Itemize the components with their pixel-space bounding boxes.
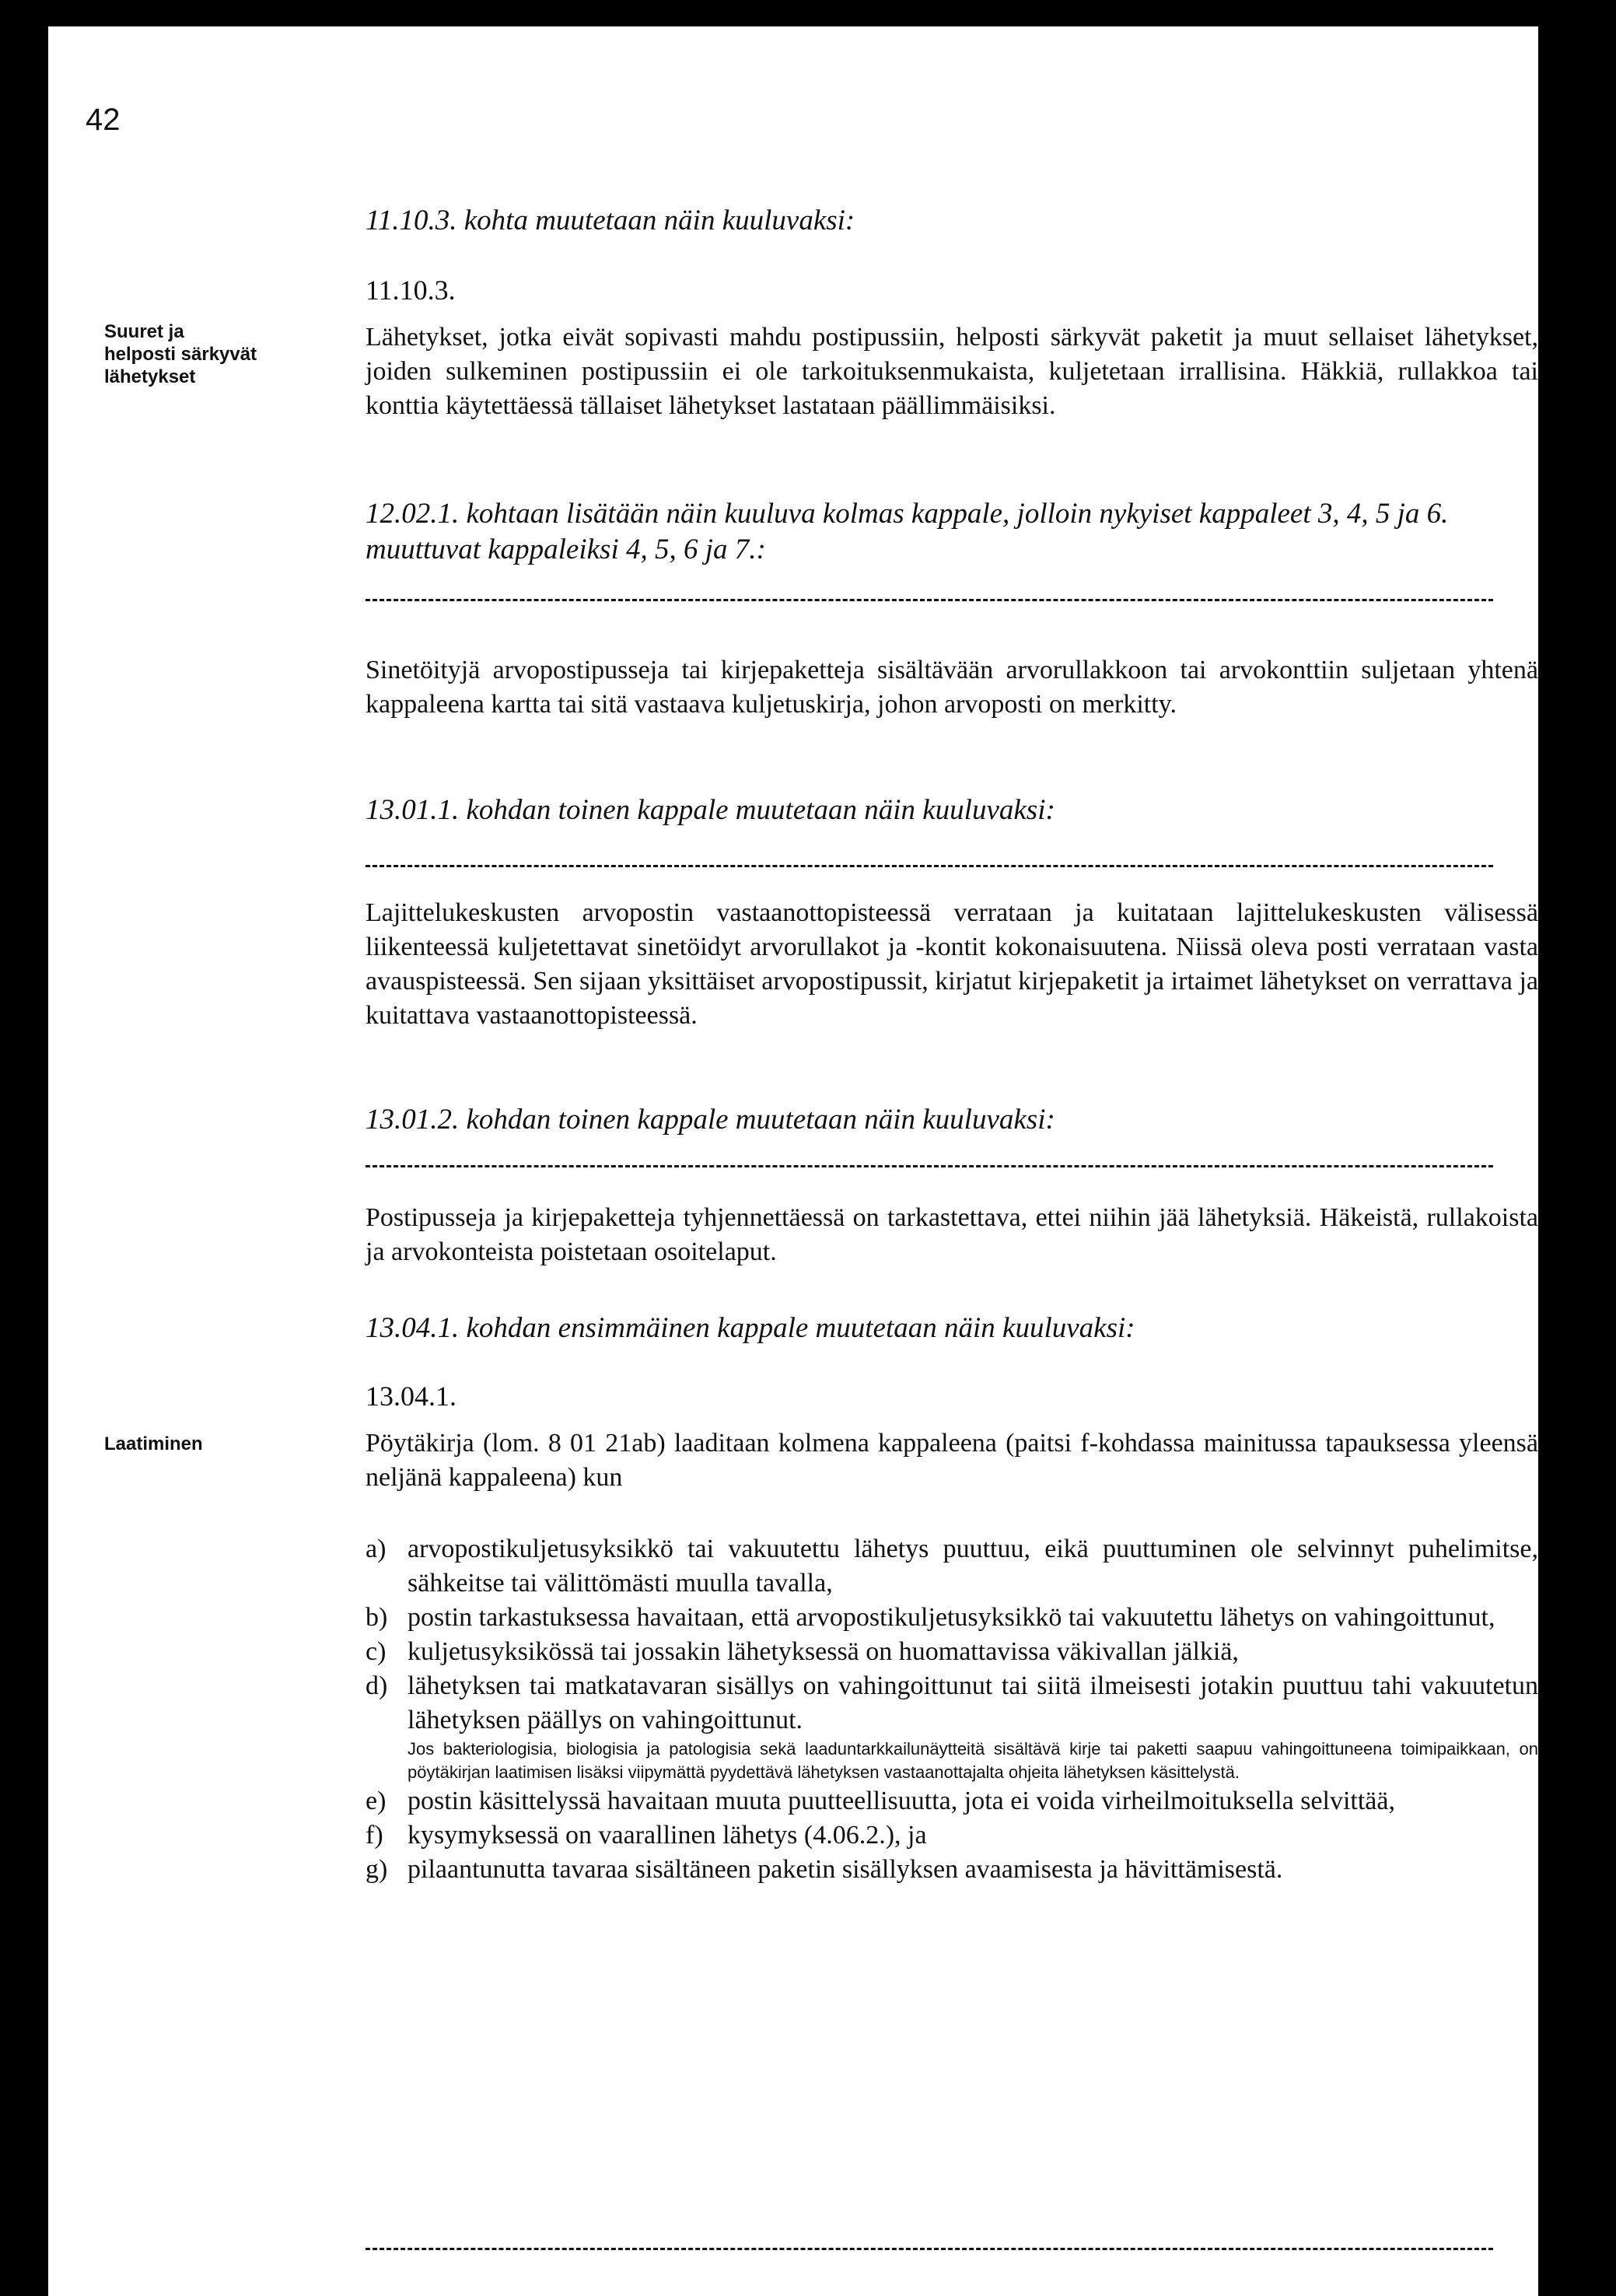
amendment-12-02-1: 12.02.1. kohtaan lisätään näin kuuluva kolmas kappale, jolloin nykyiset kappaleet 3, 4, 5 ja 6. muuttuvat kappaleiksi 4, 5, 6 ja 7.: — [366, 498, 1449, 565]
list-item — [366, 1635, 1538, 1669]
heading-11-10-3: 11.10.3. — [366, 275, 456, 306]
paragraph-11-10-3: Lähetykset, jotka eivät sopivasti mahdu postipussiin, helposti särkyvät paketit ja muut sellaiset lähetykset, joiden sulkeminen postipussiin ei ole tarkoituksenmukaista, kuljetetaan irrallisina. Häkkiä, rullakkoa tai konttia käytettäessä tällaiset lähetykset lastataan päällimmäisiksi. — [366, 323, 1538, 420]
page-number: 42 — [86, 103, 121, 137]
paragraph-12-02-1: Sinetöityjä arvopostipusseja tai kirjepaketteja sisältävään arvorullakkoon tai arvokonttiin suljetaan yhtenä kappaleena kartta tai sitä vastaava kuljetuskirja, johon arvoposti on merkitty. — [366, 656, 1538, 719]
list-item — [366, 1532, 1538, 1601]
margin-note-laatiminen: Laatiminen — [104, 1433, 203, 1454]
list-item-text: lähetyksen tai matkatavaran sisällys on vahingoittunut tai siitä ilmeisesti jotakin puuttuu tahi vakuutetun lähetyksen päällys on vahingoittunut. — [407, 1671, 1538, 1734]
dashed-separator — [366, 599, 1493, 601]
paragraph-13-04-1: Pöytäkirja (lom. 8 01 21ab) laaditaan kolmena kappaleena (paitsi f-kohdassa mainitussa tapauksessa yleensä neljänä kappaleena) kun — [366, 1429, 1538, 1492]
document-page — [48, 26, 1538, 2296]
list-item — [366, 1853, 1538, 1887]
list-note: Jos bakteriologisia, biologisia ja patologisia sekä laaduntarkkailunäytteitä sisältävä kirje tai paketti saapuu vahingoittuneena toimipaikkaan, on pöytäkirjan laatimisen lisäksi viipymättä pyydettävä lähetyksen vastaanottajalta ohjeita lähetyksen käsittelystä. — [407, 1739, 1538, 1782]
heading-13-04-1: 13.04.1. — [366, 1381, 456, 1412]
list-item-label: d) — [366, 1671, 388, 1700]
amendment-13-01-1: 13.01.1. kohdan toinen kappale muutetaan näin kuuluvaksi: — [366, 794, 1055, 826]
list-item — [366, 1818, 1538, 1853]
list-item-text: kuljetusyksikössä tai jossakin lähetyksessä on huomattavissa väkivallan jälkiä, — [407, 1637, 1239, 1666]
list-item — [366, 1669, 1538, 1738]
list-item-label: a) — [366, 1535, 387, 1563]
list-item-label: b) — [366, 1603, 388, 1632]
list-item — [366, 1601, 1538, 1635]
list-item-text: kysymyksessä on vaarallinen lähetys (4.06.2.), ja — [407, 1821, 927, 1850]
amendment-13-01-2: 13.01.2. kohdan toinen kappale muutetaan näin kuuluvaksi: — [366, 1104, 1055, 1136]
amendment-11-10-3: 11.10.3. kohta muutetaan näin kuuluvaksi: — [366, 205, 855, 236]
list-item-label: f) — [366, 1821, 383, 1850]
list-item-text: postin tarkastuksessa havaitaan, että arvopostikuljetusyksikkö tai vakuutettu lähetys on vahingoittunut, — [407, 1603, 1495, 1632]
list-item-text: postin käsittelyssä havaitaan muuta puutteellisuutta, jota ei voida virheilmoituksella selvittää, — [407, 1787, 1395, 1815]
dashed-separator — [366, 865, 1493, 867]
list-item-text: arvopostikuljetusyksikkö tai vakuutettu lähetys puuttuu, eikä puuttuminen ole selvinnyt puhelimitse, sähkeitse tai välittömästi muulla tavalla, — [407, 1535, 1538, 1598]
condition-list — [366, 1532, 1538, 1887]
dashed-separator — [366, 2248, 1493, 2250]
list-item-label: g) — [366, 1855, 388, 1884]
list-item-label: e) — [366, 1787, 387, 1815]
paragraph-13-01-1: Lajittelukeskusten arvopostin vastaanottopisteessä verrataan ja kuitataan lajittelukeskusten välisessä liikenteessä kuljetettavat sinetöidyt arvorullakot ja -kontit kokonaisuutena. Niissä oleva posti verrataan vasta avauspisteessä. Sen sijaan yksittäiset arvopostipussit, kirjatut kirjepaketit ja irtaimet lähetykset on verrattava ja kuitattava vastaanottopisteessä. — [366, 898, 1538, 1030]
list-item-text: pilaantunutta tavaraa sisältäneen paketin sisällyksen avaamisesta ja hävittämisestä. — [407, 1855, 1283, 1884]
amendment-13-04-1: 13.04.1. kohdan ensimmäinen kappale muutetaan näin kuuluvaksi: — [366, 1312, 1135, 1344]
list-item-label: c) — [366, 1637, 387, 1666]
dashed-separator — [366, 1165, 1493, 1167]
paragraph-13-01-2: Postipusseja ja kirjepaketteja tyhjennettäessä on tarkastettava, ettei niihin jää lähetyksiä. Häkeistä, rullakoista ja arvokonteista poistetaan osoitelaput. — [366, 1203, 1538, 1266]
margin-note-suuret: Suuret ja helposti särkyvät lähetykset — [104, 321, 257, 387]
list-item — [366, 1784, 1538, 1818]
